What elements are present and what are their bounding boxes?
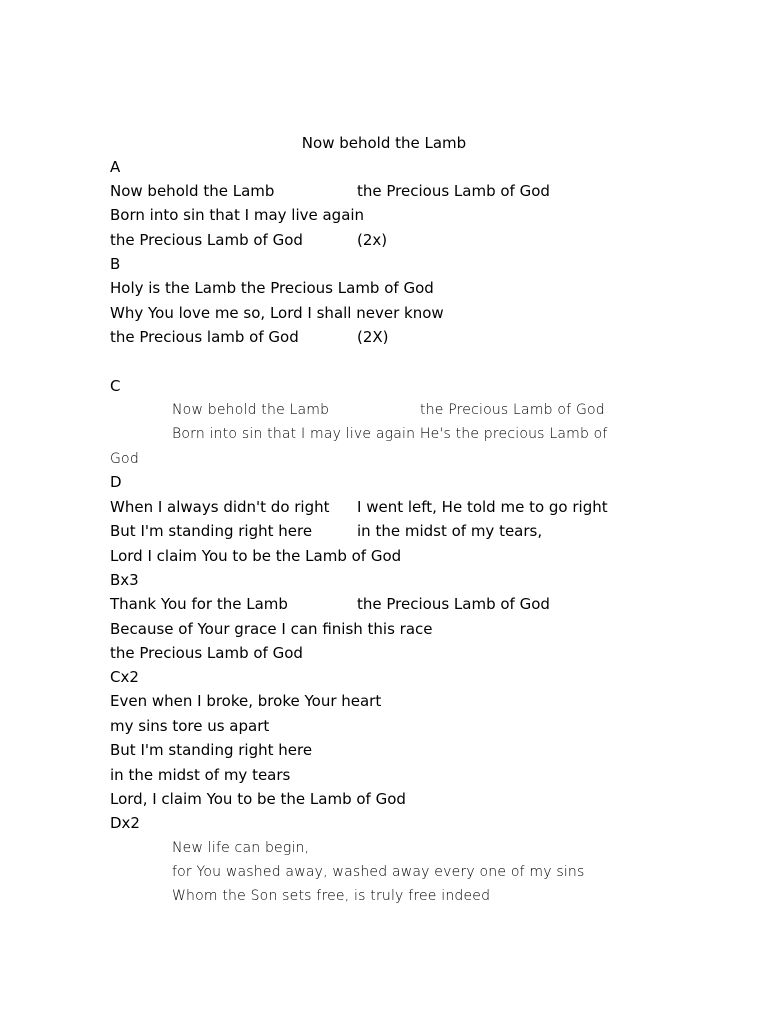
lyric-line: my sins tore us apart xyxy=(110,717,270,735)
lyric-line: Even when I broke, broke Your heart xyxy=(110,692,382,710)
lyric-line: I went left, He told me to go right xyxy=(357,498,608,516)
lyric-line: the Precious Lamb of God xyxy=(357,595,550,613)
lyric-line: Thank You for the Lamb xyxy=(110,595,288,613)
lyric-line: the Precious Lamb of God xyxy=(110,644,303,662)
lyric-line: But I'm standing right here xyxy=(110,741,313,759)
lyric-line: Now behold the Lamb xyxy=(110,182,275,200)
lyric-line: the Precious lamb of God xyxy=(110,328,299,346)
song-title: Now behold the Lamb xyxy=(301,134,467,152)
lyric-line: the Precious Lamb of God xyxy=(420,402,605,418)
section-label-a: A xyxy=(110,158,121,176)
lyric-line: Lord I claim You to be the Lamb of God xyxy=(110,547,402,565)
lyric-line: When I always didn't do right xyxy=(110,498,330,516)
lyric-line: Why You love me so, Lord I shall never know xyxy=(110,304,444,322)
section-label-dx2: Dx2 xyxy=(110,814,140,832)
lyric-line: Now behold the Lamb xyxy=(172,402,330,418)
section-label-c: C xyxy=(110,377,121,395)
lyric-line: Born into sin that I may live again He's the precious Lamb of xyxy=(172,426,608,442)
lyric-line: the Precious Lamb of God xyxy=(110,231,303,249)
section-label-d: D xyxy=(110,473,122,491)
repeat-marker: (2X) xyxy=(357,328,389,346)
lyric-line: Whom the Son sets free, is truly free indeed xyxy=(172,888,491,904)
lyric-line: for You washed away, washed away every one of my sins xyxy=(172,864,585,880)
section-label-cx2: Cx2 xyxy=(110,668,139,686)
lyric-line: in the midst of my tears, xyxy=(357,522,543,540)
lyric-line: New life can begin, xyxy=(172,840,310,856)
lyric-line: Born into sin that I may live again xyxy=(110,206,365,224)
lyric-line: Because of Your grace I can finish this race xyxy=(110,620,433,638)
lyric-line: the Precious Lamb of God xyxy=(357,182,550,200)
lyric-line: Lord, I claim You to be the Lamb of God xyxy=(110,790,406,808)
lyric-line: Holy is the Lamb the Precious Lamb of God xyxy=(110,279,434,297)
section-label-b: B xyxy=(110,255,121,273)
lyric-line: But I'm standing right here xyxy=(110,522,313,540)
lyric-line: God xyxy=(110,451,139,467)
repeat-marker: (2x) xyxy=(357,231,388,249)
lyric-line: in the midst of my tears xyxy=(110,766,291,784)
section-label-bx3: Bx3 xyxy=(110,571,139,589)
